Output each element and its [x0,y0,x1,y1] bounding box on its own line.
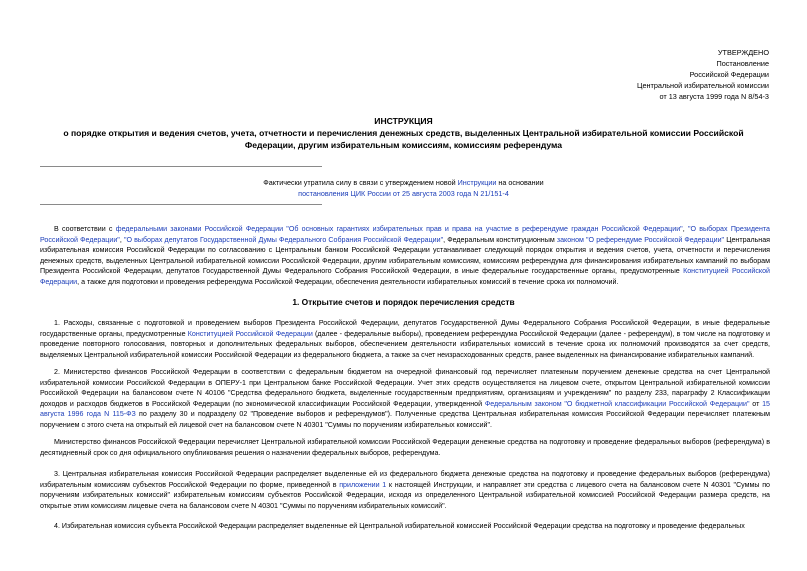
approval-line: от 13 августа 1999 года N 8/54-3 [659,92,769,101]
law-date-link[interactable]: 15 августа 1996 года N 115-ФЗ [40,399,770,419]
resolution-link[interactable]: постановления ЦИК России от 25 августа 2003 года N 21/151-4 [298,189,509,198]
approval-stamp [637,47,769,102]
divider-top [40,166,322,167]
paragraph-3: Министерство финансов Российской Федерации перечисляет Центральной избирательной комиссии Российской Федерации денежные средства на подготовку и проведение федеральных выборов (референдума) в десятидневный срок со дня официального опубликования решения о назначении федеральных выборов, референдума. [40,438,770,457]
paragraph-2: 2. Министерство финансов Российской Федерации в соответствии с федеральным бюджетом на очередной финансовый год перечисляет платежным поручением денежные средства на счет Центральной избирательной комиссии Российской Федерации в ОПЕРУ-1 при Центральном банке Российской Федерации. Учет этих средств осуществляется на лицевом счете, открытом Центральной избирательной комиссии Российской Федерации на балансовом счете N 40106 "Средства федерального бюджета, выделенные государственным предприятиям, организациям и учреждениям" по разделу 233, параграфу 2 Классификации доходов и расходов бюджетов в Российской Федерации (по экономической классификации Российской Федерации, утвержденной Федеральным законом "О бюджетной классификации Российской Федерации" от 15 августа 1996 года N 115-ФЗ по разделу 30 и подразделу 02 "Проведение выборов и референдумов"). Полученные средства Центральная избирательная комиссия Российской Федерации перечисляет платежным поручением с этого счета на открытый ей лицевой счет на балансовом счете N 40301 "Суммы по поручениям избирательных комиссий". [40,368,771,429]
approval-line: Постановление [716,59,769,68]
appendix-1-link[interactable]: приложении 1 [339,480,387,489]
paragraph-4: 3. Центральная избирательная комиссия Российской Федерации распределяет выделенные ей из федерального бюджета денежные средства на подготовку и проведение федеральных выборов (референдума) избирательным комиссиям субъектов Российской Федерации по форме, приведенной в приложении 1 к настоящей Инструкции, и направляет эти средства с лицевого счета на балансовом счете N 40301 "Суммы по поручениям избирательных комиссий" избирательным комиссиям субъектов Российской Федерации, исходя из определенного Центральной избирательной комиссией Российской Федерации размера средств, на открытые этим комиссиям лицевые счета на балансовом счете N 40301 "Суммы по поручениям избирательных комиссий". [40,470,770,510]
status-note [230,177,577,199]
status-text: Фактически утратила силу в связи с утверждением новой [263,178,458,187]
section-heading: 1. Открытие счетов и порядок перечисления средств [292,297,515,307]
duma-elections-law-link[interactable]: "О выборах депутатов Государственной Думы Федерального Собрания Российской Федерации" [123,235,444,244]
divider-bottom [40,204,322,205]
approval-line: Российской Федерации [689,70,769,79]
document-title [30,115,777,151]
referendum-law-link[interactable]: законом "О референдуме Российской Федерации" [556,235,725,244]
title-line: о порядке открытия и ведения счетов, учета, отчетности и перечисления денежных средств, выделенных Центральной избирательной комиссии Российской [63,128,744,138]
instruction-link[interactable]: Инструкции [457,178,497,187]
constitution-link[interactable]: Конституцией Российской Федерации [40,267,770,286]
constitution-link[interactable]: Конституцией Российской Федерации [187,329,313,338]
approval-line: УТВЕРЖДЕНО [717,48,769,57]
approval-line: Центральной избирательной комиссии [637,81,769,90]
federal-laws-link[interactable]: федеральными законами Российской Федерации "Об основных гарантиях избирательных прав и права на участие в референдуме граждан Российской Федерации" [115,225,683,233]
intro-paragraph: В соответствии с федеральными законами Российской Федерации "Об основных гарантиях избирательных прав и права на участие в референдуме граждан Российской Федерации", "О выборах Президента Российской Федерации", "О выборах депутатов Государственной Думы Федерального Собрания Российской Федерации", Федеральным конституционным законом "О референдуме Российской Федерации" Центральная избирательная комиссия Российской Федерации по согласованию с Центральным банком Российской Федерации устанавливает следующий порядок открытия и ведения счетов, учета, отчетности и перечисления денежных средств, выделенных Центральной избирательной комиссии Российской Федерации, другим избирательным комиссиям, комиссиям референдума для финансирования избирательных кампаний по выборам Президента Российской Федерации, депутатов Государственной Думы Федерального Собрания Российской Федерации, в иные федеральные государственные органы, предусмотренные Конституцией Российской Федерации, а также для подготовки и проведения референдума Российской Федерации, обеспечения деятельности избирательных комиссий в течение срока их полномочий. [40,225,771,286]
budget-classification-law-link[interactable]: Федеральным законом "О бюджетной классификации Российской Федерации" [484,399,750,408]
title-heading: ИНСТРУКЦИЯ [374,116,433,126]
paragraph-1: 1. Расходы, связанные с подготовкой и проведением выборов Президента Российской Федерации, депутатов Государственной Думы Федерального Собрания Российской Федерации, в иные федеральные государственные органы, предусмотренные Конституцией Российской Федерации (далее - федеральные выборы), проведением референдума Российской Федерации (далее - референдум), в том числе на подготовку и проведение повторного голосования, повторных и дополнительных федеральных выборов, обеспечением деятельности избирательных комиссий в течение срока их полномочий производятся за счет средств, выделяемых Центральной избирательной комиссии Российской Федерации из федерального бюджета, а также за счет неизрасходованных средств, ранее выделенных на финансирование избирательных кампаний. [40,319,770,359]
title-line: Федерации, другим избирательным комиссиям, комиссиям референдума [244,140,563,150]
paragraph-5: 4. Избирательная комиссия субъекта Российской Федерации распределяет выделенные ей Центральной избирательной комиссией Российской Федерации средства на подготовку и проведение федеральных [54,522,745,530]
status-text: на основании [496,178,544,187]
president-elections-law-link[interactable]: "О выборах Президента Российской Федерации" [40,225,770,244]
